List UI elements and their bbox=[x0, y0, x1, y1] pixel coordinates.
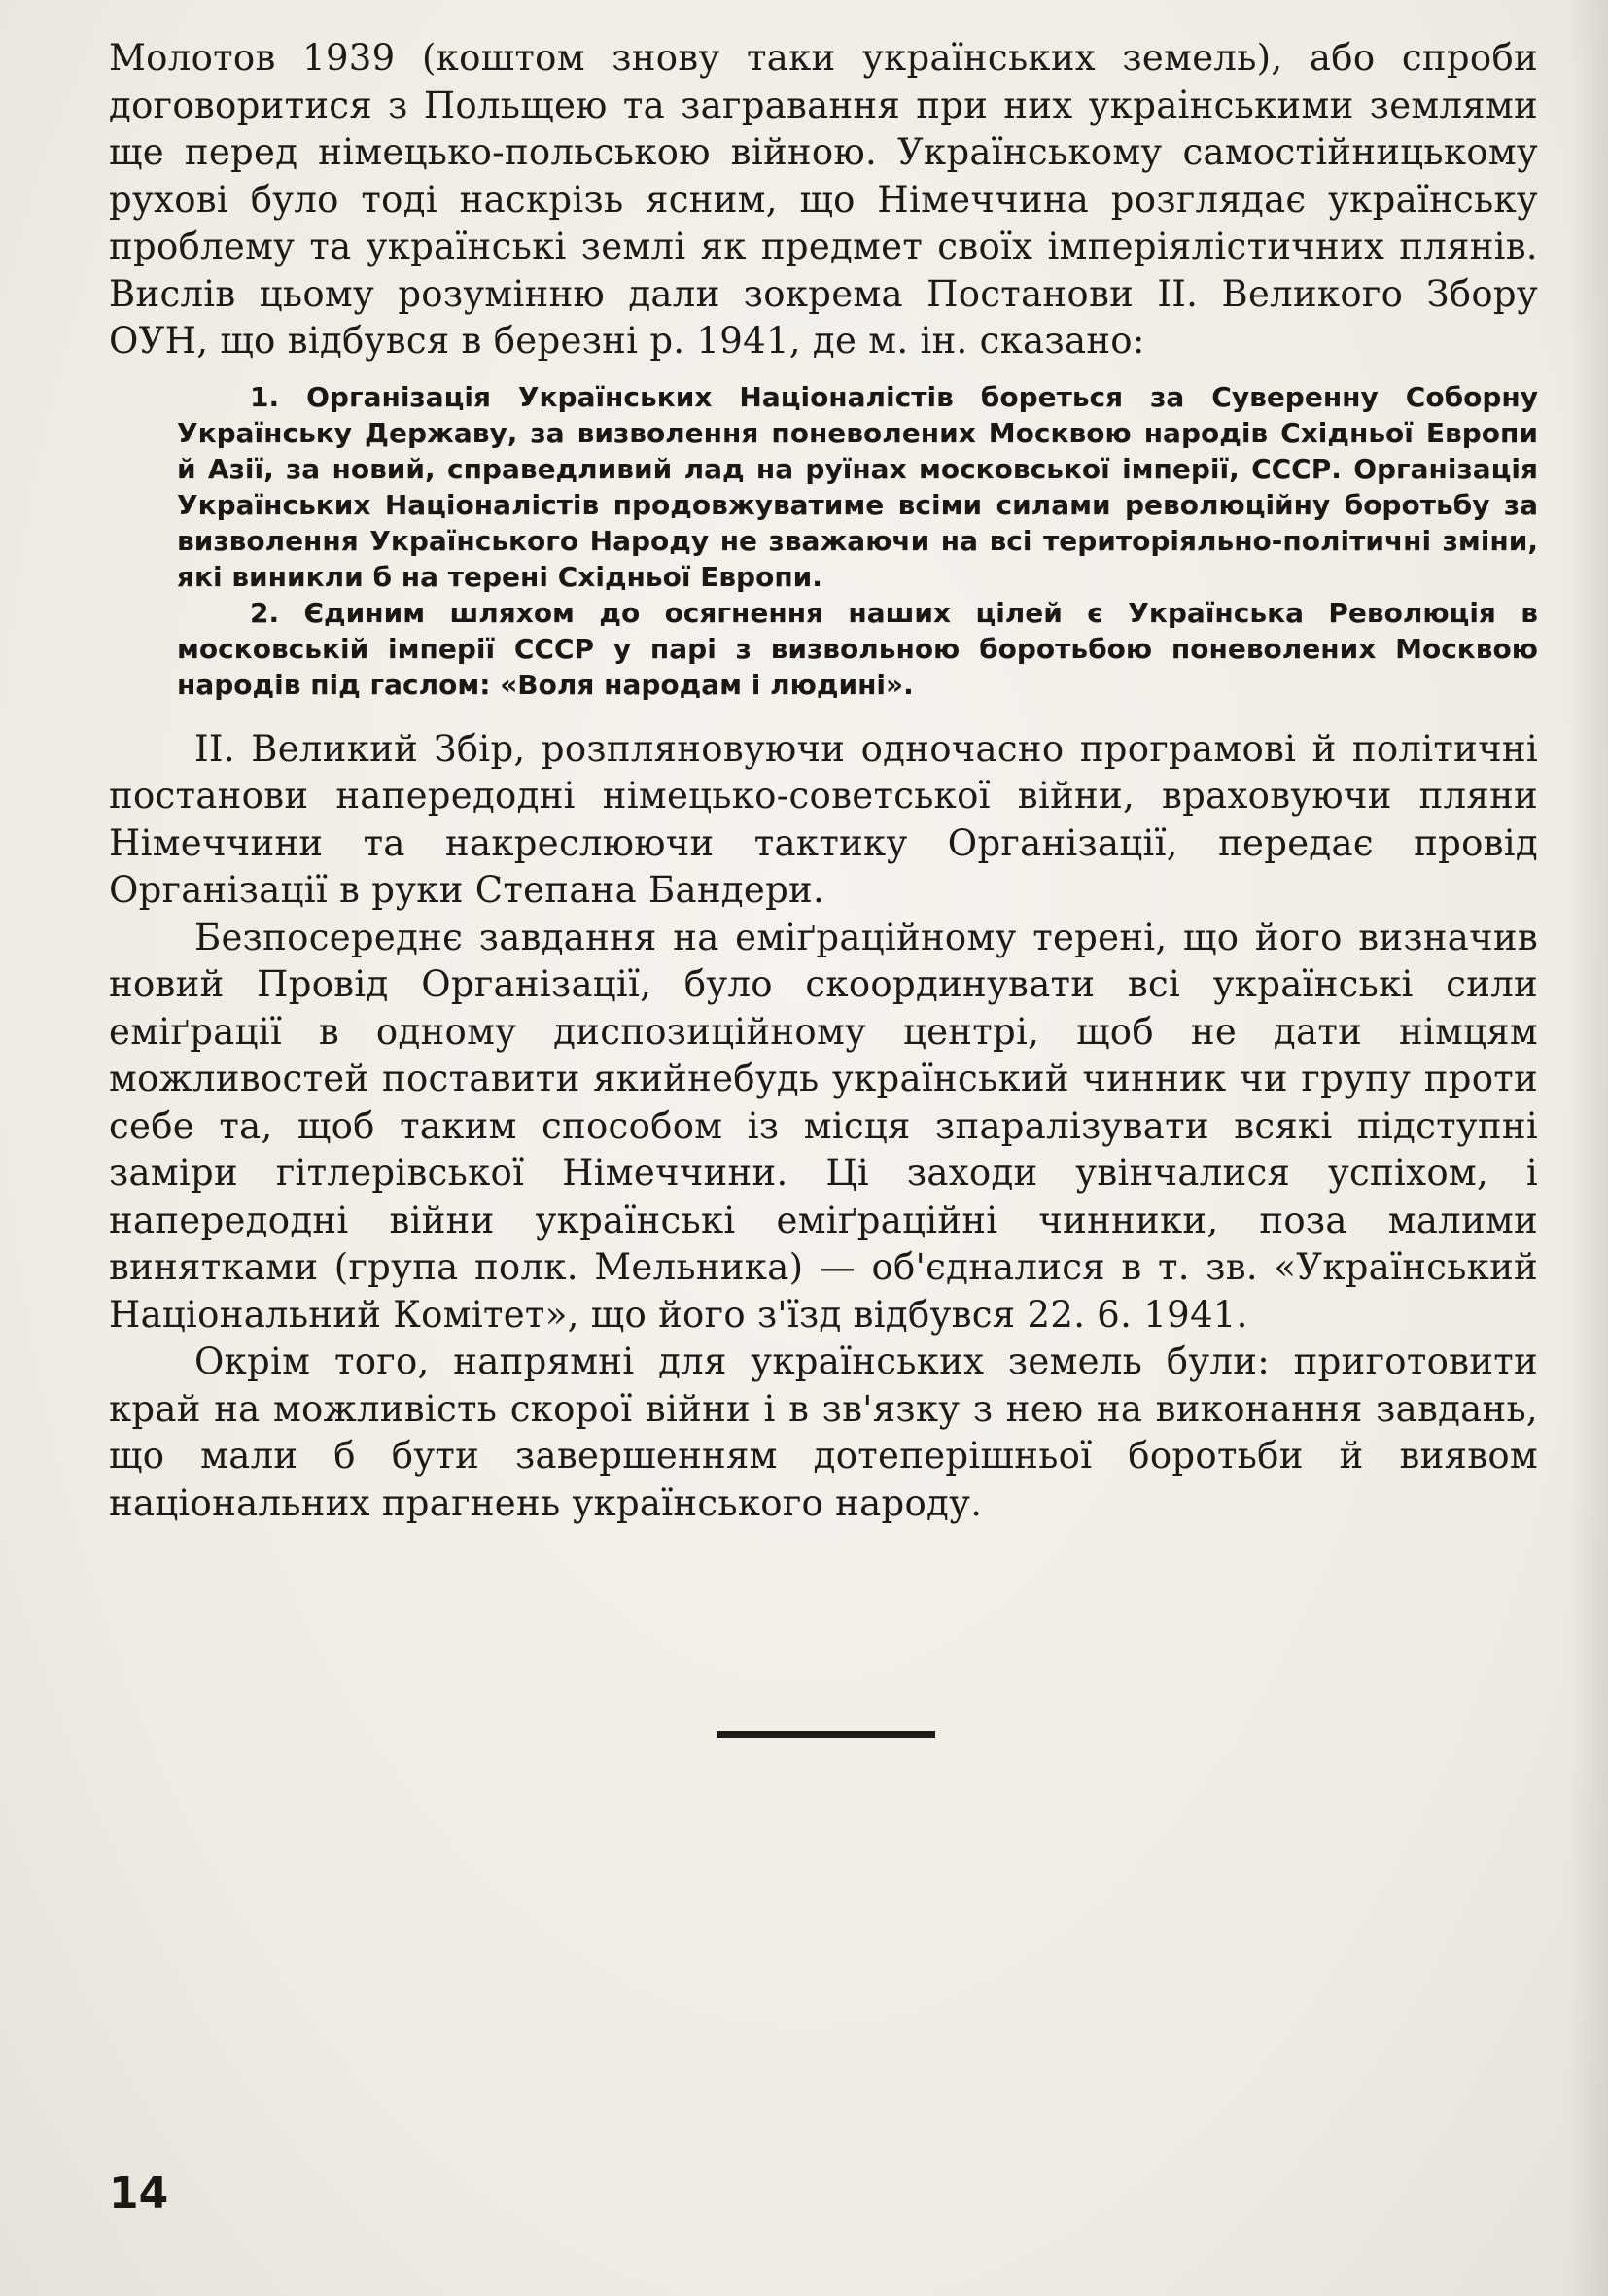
paragraph-opening: Молотов 1939 (коштом знову таки українських земель), або спроби договоритися з Польщею та загравання при них украі̇нськими землями ще перед німецько-польською війною. Українському самостійницькому рухові було тоді наскрізь ясним, що Німеччина розглядає українську проблему та українські землі як предмет своїх імперіялістичних плянів. Вислів цьому розумінню дали зокрема Постанови II. Великого Збору ОУН, що відбувся в березні р. 1941, де м. ін. сказано: bbox=[109, 37, 1538, 362]
paragraph-homeland-directives: Окрім того, напрямні для українських земель були: приготовити край на можливість скорої війни і в зв'язку з нею на виконання завдань, що мали б бути завершенням дотеперішньої боротьби й виявом національних прагнень українського народу. bbox=[109, 1340, 1538, 1524]
page-body bbox=[109, 35, 1538, 1527]
paragraph-emigration-task: Безпосереднє завдання на еміґраційному терені, що його визначив новий Провід Організації, було скоординувати всі українські сили еміґрації в одному диспозиційному центрі, щоб не дати німцям можливостей поставити якийнебудь український чинник чи групу проти себе та, щоб таким способом із місця зпаралізувати всякі підступні заміри гітлерівської Німеччини. Ці заходи увінчалися успіхом, і напередодні війни українські еміґраційні чинники, поза малими винятками (група полк. Мельника) — об'єдналися в т. зв. «Український Національний Комітет», що його з'їзд відбувся 22. 6. 1941. bbox=[109, 916, 1538, 1336]
page-number: 14 bbox=[109, 2169, 169, 2218]
quote-item-1: 1. Організація Українських Націоналістів бореться за Суверенну Соборну Українську Державу, за визволення поневолених Москвою народів Східньої Европи й Азії, за новий, справедливий лад на руїнах московської імперії, СССР. Організація Українських Націоналістів продовжуватиме всіми силами революційну боротьбу за визволення Українського Народу не зважаючи на всі територіяльно-політичні зміни, які виникли б на терені Східньої Европи. bbox=[177, 380, 1538, 593]
paragraph-great-congress: II. Великий Збір, розпляновуючи одночасно програмові й політичні постанови напередодні німецько-советської війни, враховуючи пляни Німеччини та накреслюючи тактику Організації, передає провід Організації в руки Степана Бандери. bbox=[109, 727, 1538, 911]
scan-edge-shadow bbox=[1569, 0, 1608, 2296]
section-divider bbox=[717, 1731, 935, 1738]
quoted-resolutions bbox=[177, 379, 1538, 703]
quote-item-2: 2. Єдиним шляхом до осягнення наших цілей є Українська Революція в московській імперії СССР у парі з визвольною боротьбою поневолених Москвою народів під гаслом: «Воля народам і людині». bbox=[177, 596, 1538, 701]
